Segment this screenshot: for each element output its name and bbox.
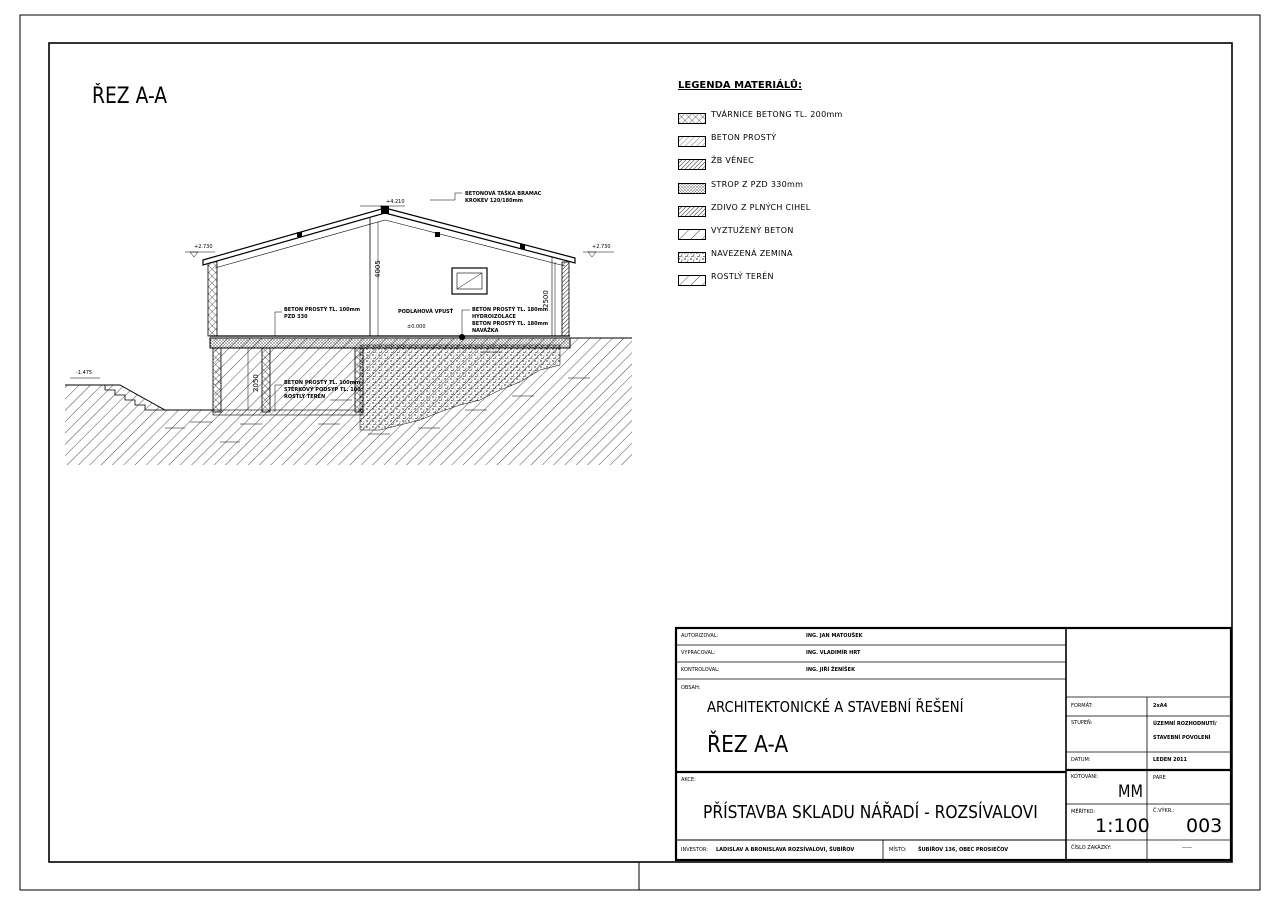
- cellar-base: [213, 410, 363, 415]
- akce-value: PŘÍSTAVBA SKLADU NÁŘADÍ - ROZSÍVALOVI: [703, 802, 1038, 823]
- legend-label: TVÁRNICE BETONG TL. 200mm: [711, 110, 843, 119]
- meritko-label: MĚŘÍTKO:: [1071, 809, 1096, 815]
- note-base-1: BETON PROSTÝ TL. 100mm: [284, 380, 361, 386]
- roof-inner-2: [385, 220, 565, 266]
- stupen-value-2: STAVEBNÍ POVOLENÍ: [1153, 735, 1211, 741]
- level-eave-right: [583, 252, 614, 257]
- diag-hatch-swatch-icon: [678, 229, 706, 240]
- cislo-zakazky-value: ——: [1182, 845, 1192, 851]
- dim-2050: 2050: [252, 374, 260, 392]
- kotovani-value: MM: [1118, 782, 1143, 802]
- note-roof-1: BETONOVÁ TAŠKA BRAMAC: [465, 191, 542, 197]
- level-eave-left: [185, 252, 215, 257]
- dim-floor: ±0.000: [407, 324, 426, 330]
- vypracoval-label: VYPRACOVAL:: [681, 650, 716, 656]
- note-drain: PODLAHOVÁ VPUSŤ: [398, 309, 454, 315]
- note-floor-2: PZD 330: [284, 314, 308, 320]
- datum-value: LEDEN 2011: [1153, 757, 1188, 763]
- kontroloval-label: KONTROLOVAL:: [681, 667, 720, 673]
- dense-hatch-swatch-icon: [678, 159, 706, 170]
- obsah-line-2: ŘEZ A-A: [707, 732, 789, 758]
- note-slab-3: BETON PROSTÝ TL. 180mm: [472, 321, 549, 327]
- floor-drain: [459, 334, 465, 340]
- cvykr-value: 003: [1186, 815, 1223, 837]
- brick-hatch-swatch-icon: [678, 206, 706, 217]
- investor-value: LADISLAV A BRONISLAVA ROZSÍVALOVI, ŠUBÍŘOV: [716, 847, 855, 853]
- dotted-hatch-swatch-icon: [678, 183, 706, 194]
- floor-slab: [210, 338, 570, 348]
- note-slab-2: HYDROIZOLACE: [472, 314, 516, 320]
- wall-right: [562, 262, 569, 336]
- misto-value: ŠUBÍŘOV 136, OBEC PROSIEČOV: [918, 847, 1009, 853]
- legend-item: [678, 202, 811, 214]
- kotovani-label: KÓTOVÁNÍ:: [1071, 774, 1099, 780]
- legend-label: VYZTUŽENÝ BETON: [711, 226, 794, 235]
- legend-item: [678, 155, 755, 167]
- leader-roof: [430, 193, 462, 200]
- window-glass: [457, 273, 482, 289]
- legend-item: [678, 109, 843, 121]
- note-slab-1: BETON PROSTÝ TL. 180mm: [472, 307, 549, 313]
- misto-label: MÍSTO:: [889, 847, 907, 853]
- roof-inner: [215, 220, 385, 268]
- autorizoval-label: AUTORIZOVAL:: [681, 633, 719, 639]
- ground-hatch-swatch-icon: [678, 275, 706, 286]
- pare-label: PARE: [1153, 775, 1166, 781]
- purlin-3: [520, 244, 525, 249]
- stupen-label: STUPEŇ:: [1071, 720, 1093, 726]
- dim-2500: 2500: [542, 290, 550, 308]
- roof: [203, 208, 575, 265]
- purlin-1: [297, 232, 302, 237]
- akce-label: AKCE:: [681, 777, 696, 783]
- meritko-value: 1:100: [1095, 815, 1150, 837]
- format-label: FORMÁT:: [1071, 703, 1093, 709]
- wall-left: [208, 262, 217, 336]
- note-roof-2: KROKEV 120/180mm: [465, 198, 523, 204]
- legend-label: STROP Z PZD 330mm: [711, 180, 804, 189]
- section-drawing: [65, 193, 632, 465]
- legend-label: ZDIVO Z PLNÝCH CIHEL: [711, 203, 811, 212]
- cvykr-label: Č.VÝKR.:: [1153, 808, 1175, 814]
- cislo-zakazky-label: ČÍSLO ZAKÁZKY:: [1071, 845, 1112, 851]
- obsah-label: OBSAH:: [681, 685, 701, 691]
- cellar-wall-left: [213, 348, 221, 412]
- format-value: 2xA4: [1153, 703, 1168, 709]
- light-hatch-swatch-icon: [678, 136, 706, 147]
- legend-item: [678, 225, 794, 237]
- note-base-2: STERKOVÝ PODSYP TL. 100: [284, 387, 361, 393]
- legend-label: BETON PROSTÝ: [711, 133, 777, 142]
- dim-eave-right: +2.730: [592, 244, 611, 250]
- purlin-2: [435, 232, 440, 237]
- note-floor-1: BETON PROSTÝ TL. 100mm: [284, 307, 361, 313]
- legend-label: NAVEZENÁ ZEMINA: [711, 249, 793, 258]
- obsah-line-1: ARCHITEKTONICKÉ A STAVEBNÍ ŘEŠENÍ: [707, 698, 964, 716]
- section-title: ŘEZ A-A: [92, 84, 168, 109]
- legend-label: ROSTLÝ TERÉN: [711, 272, 774, 281]
- investor-label: INVESTOR:: [681, 847, 708, 853]
- dim-left-top: -1.475: [76, 370, 93, 376]
- dim-eave-left: +2.730: [194, 244, 213, 250]
- legend-label: ŽB VĚNEC: [711, 156, 755, 165]
- note-base-3: ROSTLÝ TERÉN: [284, 394, 326, 400]
- kontroloval-value: ING. JIŘÍ ŽENÍŠEK: [806, 667, 855, 673]
- soil-swatch-icon: [678, 252, 706, 263]
- autorizoval-value: ING. JAN MATOUŠEK: [806, 633, 863, 639]
- leader-slab: [462, 310, 470, 336]
- stupen-value-1: ÚZEMNÍ ROZHODNUTÍ/: [1153, 721, 1217, 727]
- dim-4005: 4005: [374, 260, 382, 278]
- vypracoval-value: ING. VLADIMÍR HRT: [806, 650, 861, 656]
- crosshatch-swatch-icon: [678, 113, 706, 124]
- leader-floor: [275, 312, 282, 336]
- cellar-wall-mid: [262, 348, 270, 412]
- note-slab-4: NAVÁŽKA: [472, 328, 499, 334]
- datum-label: DATUM:: [1071, 757, 1091, 763]
- legend-item: [678, 248, 793, 260]
- dim-ridge: +4.210: [386, 199, 405, 205]
- legend-title: LEGENDA MATERIÁLŮ:: [678, 80, 802, 91]
- legend-item: [678, 179, 804, 191]
- legend-item: [678, 132, 777, 144]
- legend-item: [678, 271, 774, 283]
